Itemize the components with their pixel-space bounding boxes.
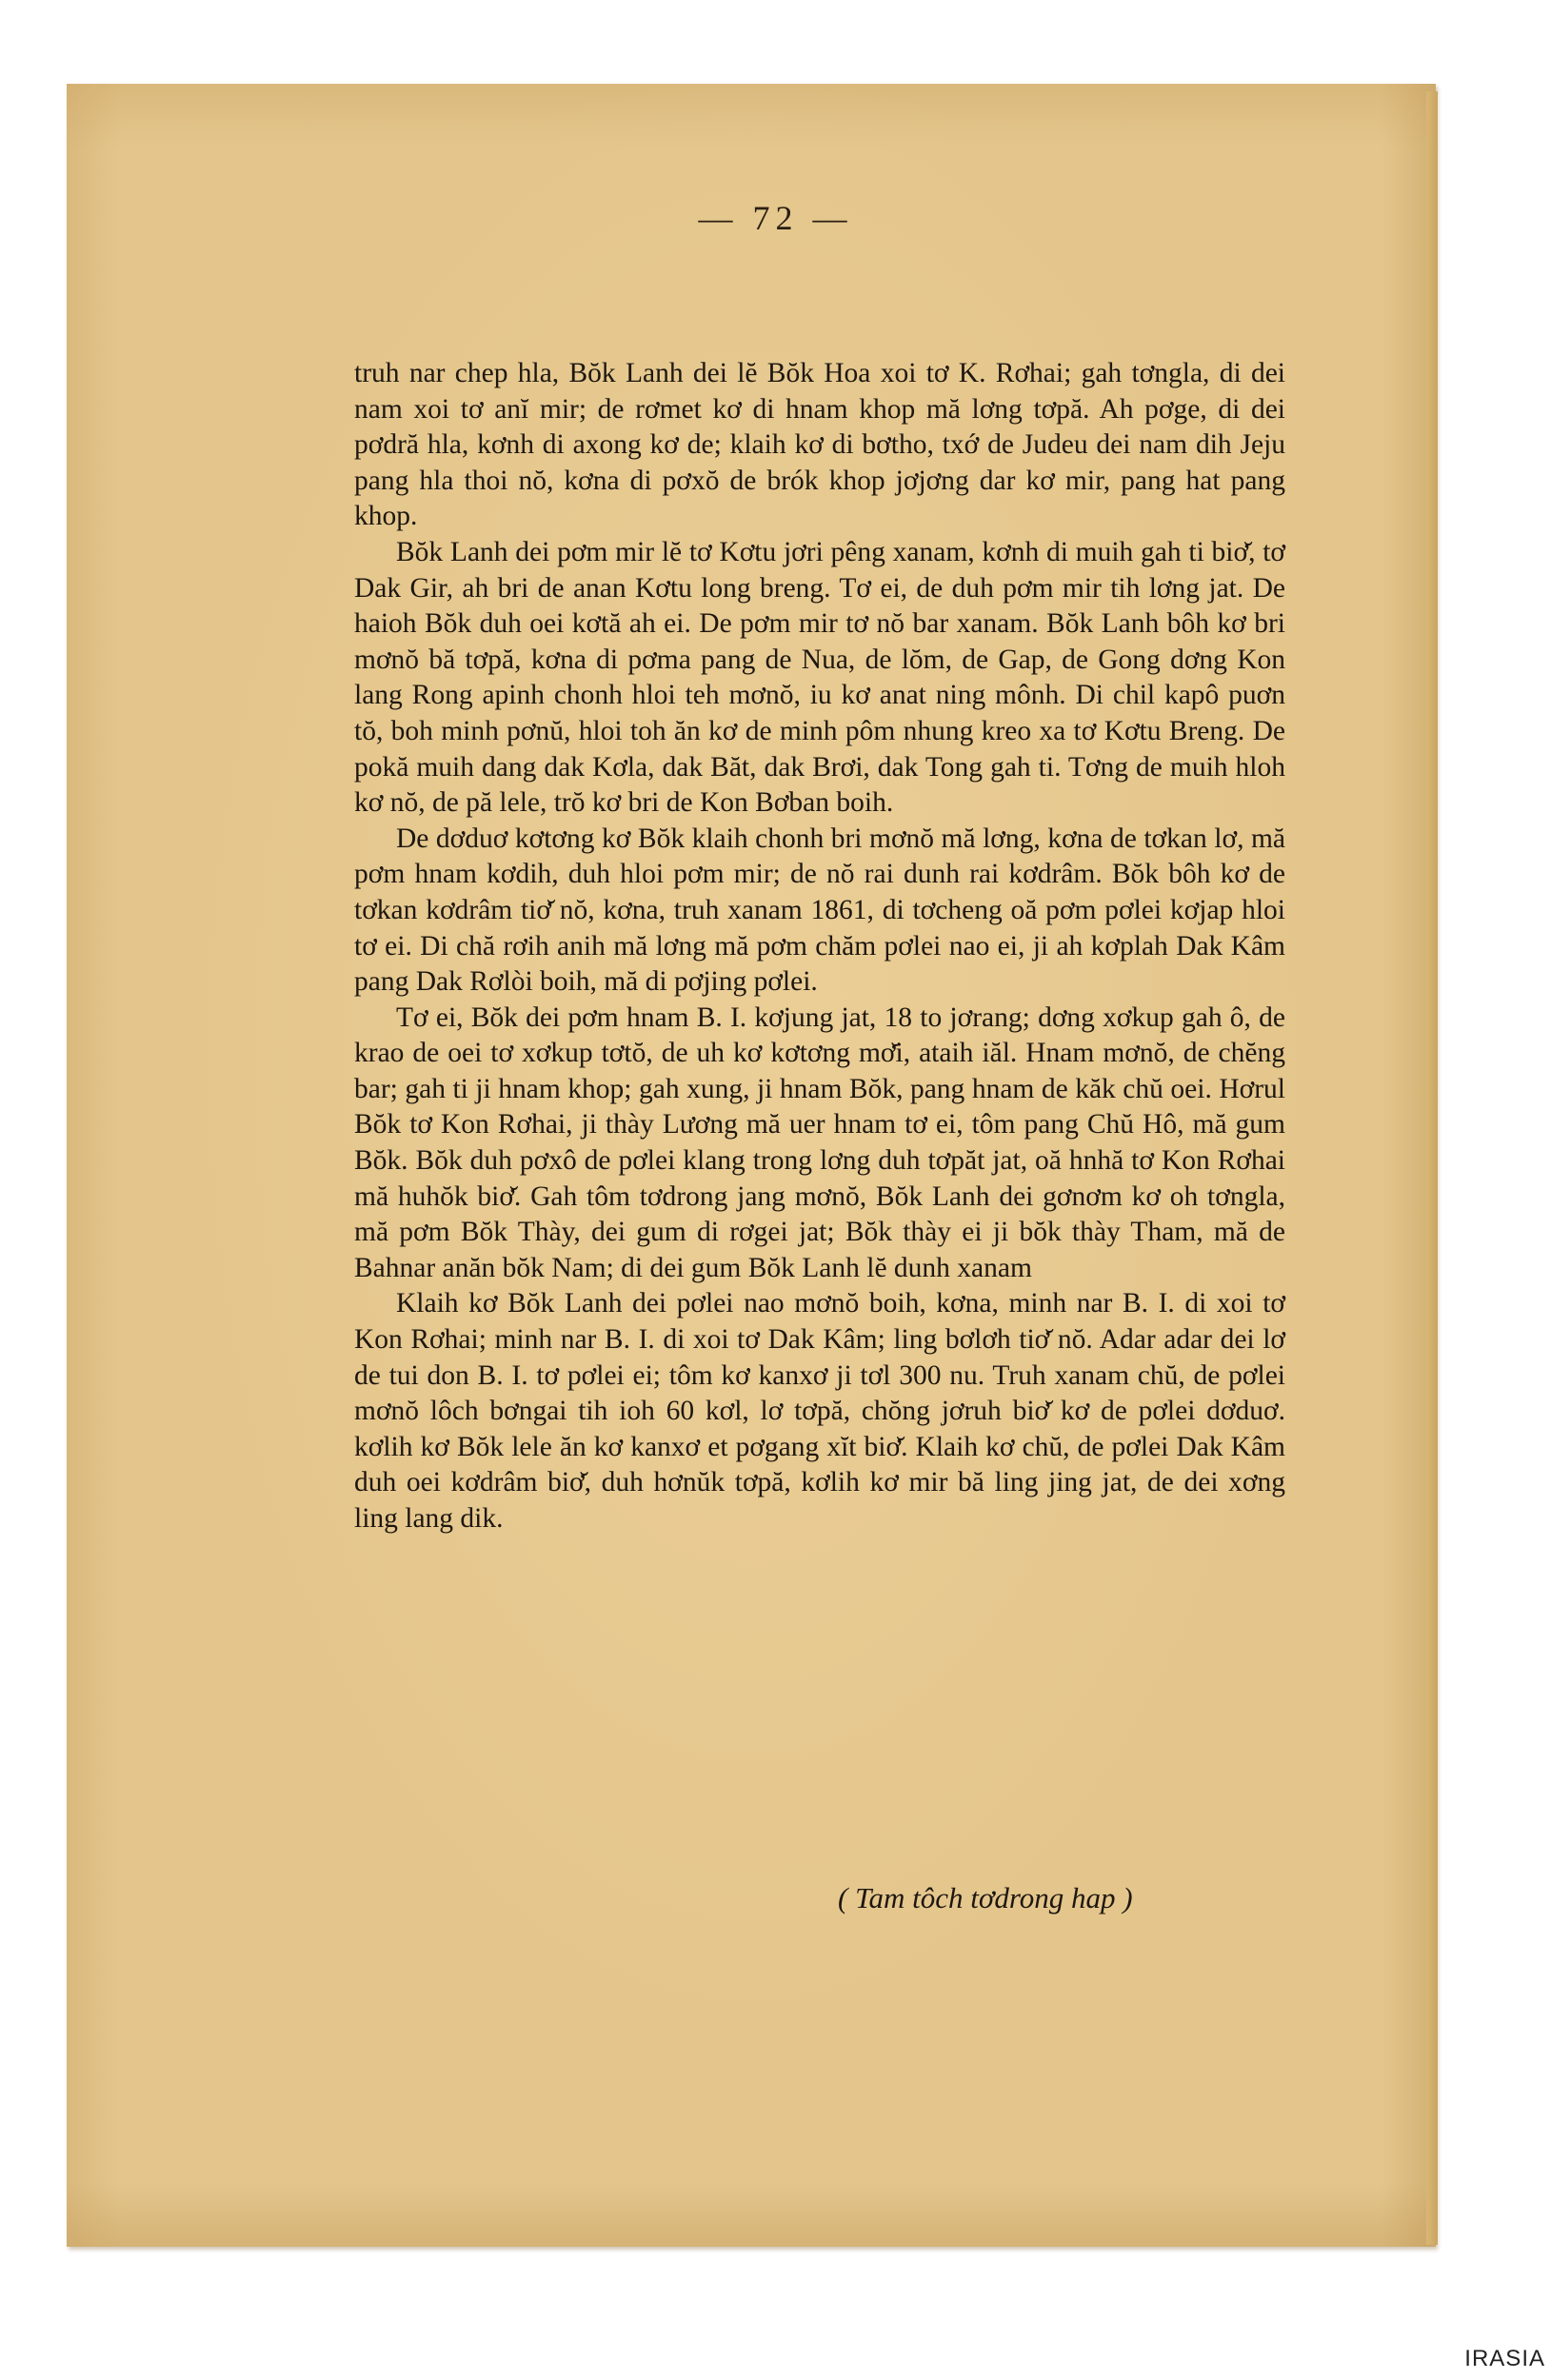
page-number: — 72 — <box>698 199 853 237</box>
paragraph-2: Bŏk Lanh dei pơm mir lĕ tơ Kơtu jơri pêng xanam, kơnh di muih gah ti biơ̆, tơ Dak Gir, ah bri de anan Kơtu long breng. Tơ ei, de duh pơm mir tih lơng jat. De haioh Bŏk duh oei kơtă ah ei. De pơm mir tơ nŏ bar xanam. Bŏk Lanh bôh kơ bri mơnŏ bă tơpă, kơna di pơma pang de Nua, de lŏm, de Gap, de Gong dơng Kon lang Rong apinh chonh hloi teh mơnŏ, iu kơ anat ning mônh. Di chil kapô puơn tŏ, boh minh pơnŭ, hloi toh ăn kơ de minh pôm nhung kreo xa tơ Kơtu Breng. De pokă muih dang dak Kơla, dak Băt, dak Brơi, dak Tong gah ti. Tơng de muih hloh kơ nŏ, de pă lele, trŏ kơ bri de Kon Bơban boih. <box>354 536 1285 819</box>
paragraph-1: truh nar chep hla, Bŏk Lanh dei lĕ Bŏk Hoa xoi tơ K. Rơhai; gah tơngla, di dei nam xoi tơ anĭ mir; de rơmet kơ di hnam khop mă lơng tơpă. Ah pơge, di dei pơdră hla, kơnh di axong kơ de; klaih kơ di bơtho, txớ de Judeu dei nam dih Jeju pang hla thoi nŏ, kơna di pơxŏ de brók khop jơjơng dar kơ mir, pang hat pang khop. <box>354 358 1285 532</box>
body-text <box>354 356 1285 1537</box>
watermark-label: IRASIA <box>1464 2346 1545 2371</box>
page-edge <box>1426 91 1438 2245</box>
closing-signature: ( Tam tôch tơdrong hap ) <box>838 1881 1133 1914</box>
paragraph-4: Tơ ei, Bŏk dei pơm hnam B. I. kơjung jat, 18 to jơrang; dơng xơkup gah ô, de krao de oei tơ xơkup tơtŏ, de uh kơ kơtơng mơ̆i, ataih iăl. Hnam mơnŏ, de chĕng bar; gah ti ji hnam khop; gah xung, ji hnam Bŏk, pang hnam de kăk chŭ oei. Hơrul Bŏk tơ Kon Rơhai, ji thày Lương mă uer hnam tơ ei, tôm pang Chŭ Hô, mă gum Bŏk. Bŏk duh pơxô de pơlei klang trong lơng duh tơpăt jat, oă hnhă tơ Kon Rơhai mă huhŏk biơ̆. Gah tôm tơdrong jang mơnŏ, Bŏk Lanh dei gơnơm kơ oh tơngla, mă pơm Bŏk Thày, dei gum di rơgei jat; Bŏk thày ei ji bŏk thày Tham, mă de Bahnar anăn bŏk Nam; di dei gum Bŏk Lanh lĕ dunh xanam <box>354 1002 1285 1283</box>
paragraph-3: De dơduơ kơtơng kơ Bŏk klaih chonh bri mơnŏ mă lơng, kơna de tơkan lơ, mă pơm hnam kơdih, duh hloi pơm mir; de nŏ rai dunh rai kơdrâm. Bŏk bôh kơ de tơkan kơdrâm tiơ̆ nŏ, kơna, truh xanam 1861, di tơcheng oă pơm pơlei kơjap hloi tơ ei. Di chă rơih anih mă lơng mă pơm chăm pơlei nao ei, ji ah kơplah Dak Kâm pang Dak Rơlòi boih, mă di pơjing pơlei. <box>354 823 1285 998</box>
paragraph-5: Klaih kơ Bŏk Lanh dei pơlei nao mơnŏ boih, kơna, minh nar B. I. di xoi tơ Kon Rơhai; minh nar B. I. di xoi tơ Dak Kâm; ling bơlơh tiơ̆ nŏ. Adar adar dei lơ de tui don B. I. tơ pơlei ei; tôm kơ kanxơ ji tơl 300 nu. Truh xanam chŭ, de pơlei mơnŏ lôch bơngai tih ioh 60 kơl, lơ tơpă, chŏng jơruh biơ̆ kơ de pơlei dơduơ. kơlih kơ Bŏk lele ăn kơ kanxơ et pơgang xĭt biơ̆. Klaih kơ chŭ, de pơlei Dak Kâm duh oei kơdrâm biơ̆, duh hơnŭk tơpă, kơlih kơ mir bă ling jing jat, de dei xơng ling lang dik. <box>354 1288 1285 1534</box>
